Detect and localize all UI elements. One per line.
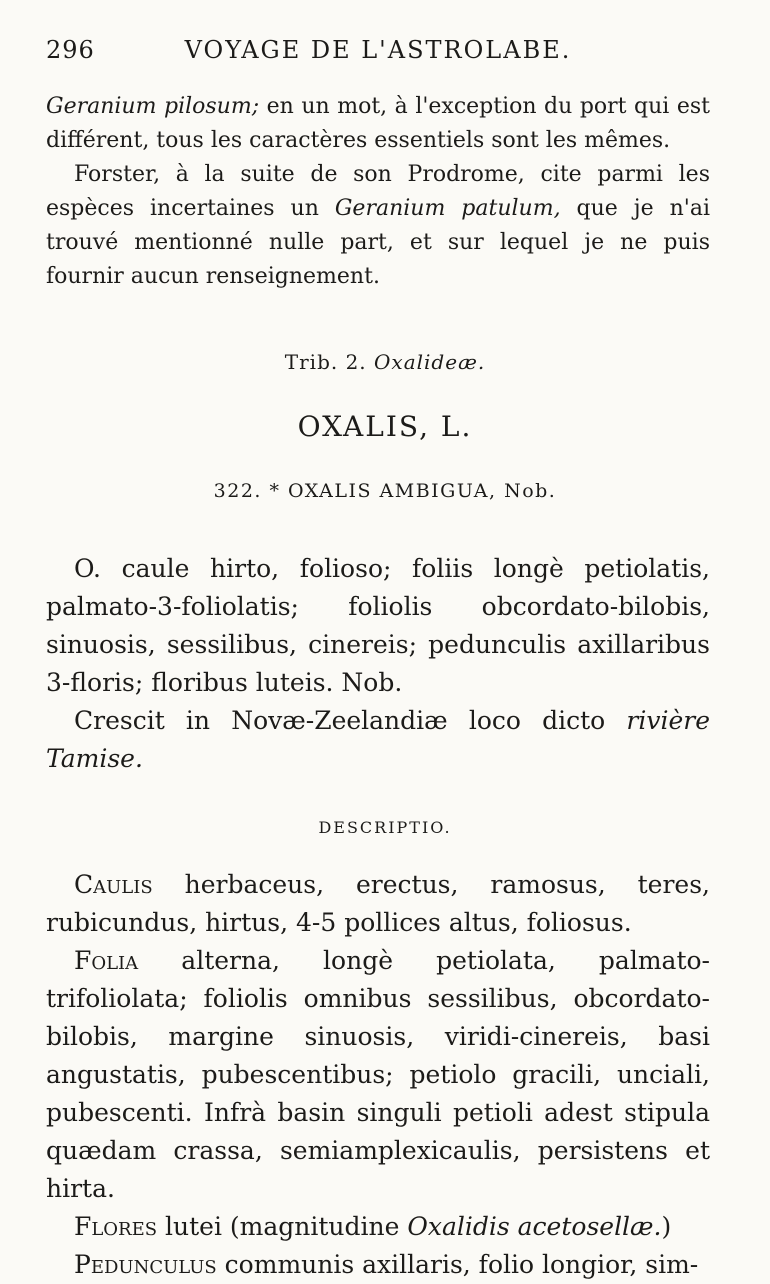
intro-section — [46, 90, 710, 294]
species-heading: 322. * OXALIS AMBIGUA, Nob. — [213, 480, 557, 502]
flores-label: Flores — [74, 1212, 158, 1241]
tribe-heading: Trib. 2. Oxalideæ. — [284, 350, 486, 374]
locality-paragraph: Crescit in Novæ-Zeelandiæ loco dicto rivière Tamise. — [46, 706, 710, 773]
page-number: 296 — [46, 36, 95, 64]
running-title: VOYAGE DE L'ASTROLABE. — [184, 36, 572, 64]
caulis-label: Caulis — [74, 870, 153, 899]
caulis-paragraph: Caulis herbaceus, erectus, ramosus, teres, rubicundus, hirtus, 4-5 pollices altus, foliosus. — [46, 870, 710, 937]
diagnosis-section — [46, 550, 710, 778]
pedunculus-label: Pedunculus — [74, 1250, 217, 1279]
flores-paragraph: Flores lutei (magnitudine Oxalidis acetosellæ.) — [74, 1212, 672, 1241]
description-section — [46, 866, 710, 1284]
intro-paragraph-1: Geranium pilosum; en un mot, à l'exception du port qui est différent, tous les caractères essentiels sont les mêmes. — [46, 94, 711, 153]
pedunculus-paragraph: Pedunculus communis axillaris, folio longior, sim- — [74, 1250, 699, 1279]
intro-paragraph-2: Forster, à la suite de son Prodrome, cite parmi les espèces incertaines un Geranium patulum, que je n'ai trouvé mentionné nulle part, et sur lequel je ne puis fournir aucun renseignement. — [46, 162, 710, 289]
folia-label: Folia — [74, 946, 139, 975]
page-header — [46, 36, 710, 66]
folia-paragraph: Folia alterna, longè petiolata, palmato-trifoliolata; foliolis omnibus sessilibus, obcordato-bilobis, margine sinuosis, viridi-cinereis, basi angustatis, pubescentibus; petiolo gracili, unciali, pubescenti. Infrà basin singuli petioli adest stipula quædam crassa, semiamplexicaulis, persistens et hirta. — [46, 946, 710, 1203]
diagnosis-paragraph: O. caule hirto, folioso; foliis longè petiolatis, palmato-3-foliolatis; foliolis obcordato-bilobis, sinuosis, sessilibus, cinereis; pedunculis axillaribus 3-floris; floribus luteis. Nob. — [46, 554, 710, 697]
descriptio-heading: DESCRIPTIO. — [318, 818, 452, 837]
genus-heading: OXALIS, L. — [297, 410, 473, 443]
